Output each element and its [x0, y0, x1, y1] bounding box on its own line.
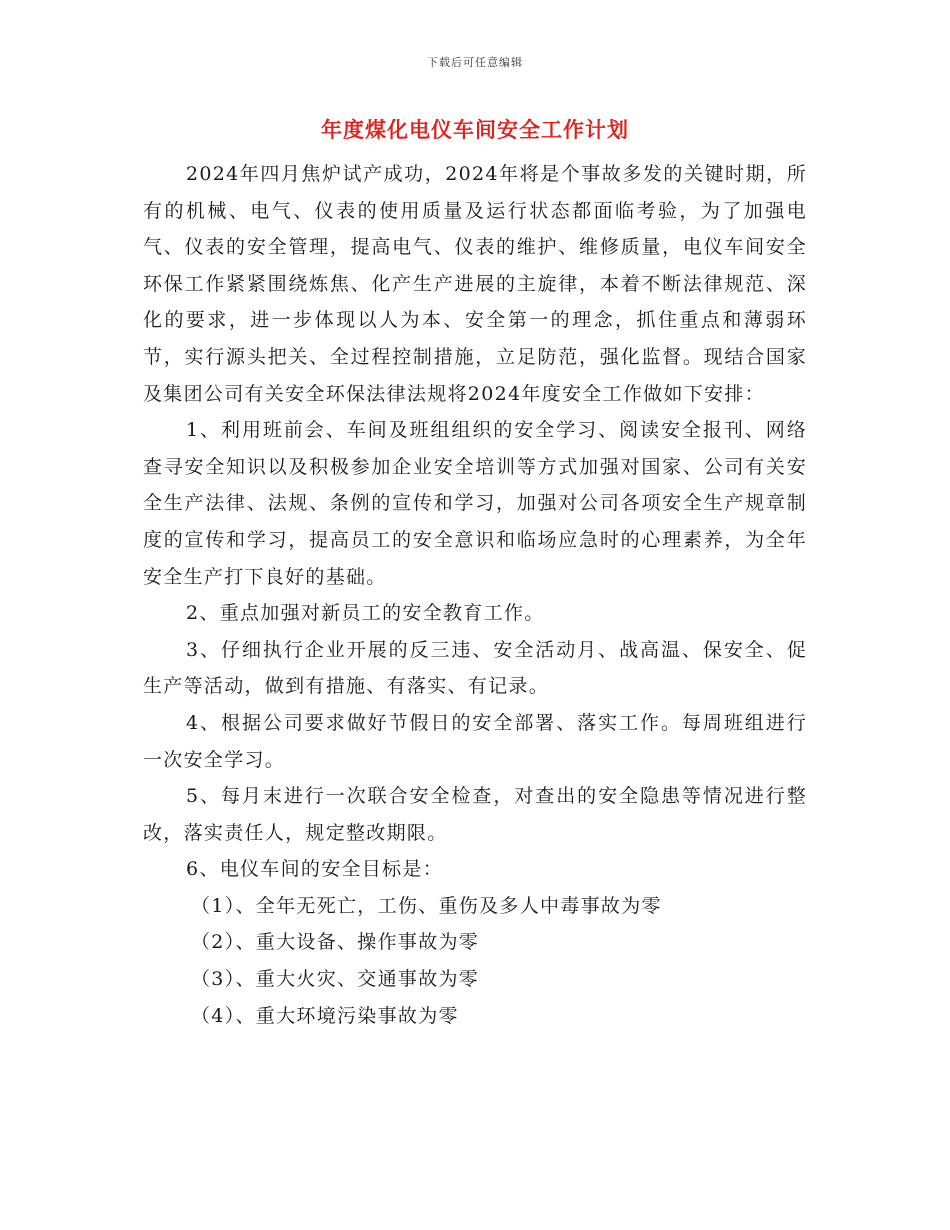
intro-paragraph: 2024年四月焦炉试产成功，2024年将是个事故多发的关键时期，所有的机械、电气、仪表的使用质量及运行状态都面临考验，为了加强电气、仪表的安全管理，提高电气、仪表的维护、维修质量，电仪车间安全环保工作紧紧围绕炼焦、化产生产进展的主旋律，本着不断法律规范、深化的要求，进一步体现以人为本、安全第一的理念，抓住重点和薄弱环节，实行源头把关、全过程控制措施，立足防范，强化监督。现结合国家及集团公司有关安全环保法律法规将2024年度安全工作做如下安排：	[143, 163, 807, 405]
goal-item-4: （4）、重大环境污染事故为零	[191, 1004, 459, 1027]
header-note: 下载后可任意编辑	[427, 56, 523, 69]
item-paragraph-4: 4、根据公司要求做好节假日的安全部署、落实工作。每周班组进行一次安全学习。	[143, 711, 807, 771]
goal-item-3: （3）、重大火灾、交通事故为零	[191, 968, 480, 991]
document-body	[143, 156, 807, 1034]
item-paragraph-6: 6、电仪车间的安全目标是：	[186, 858, 443, 881]
item-paragraph-2: 2、重点加强对新员工的安全教育工作。	[186, 602, 545, 625]
item-paragraph-1: 1、利用班前会、车间及班组组织的安全学习、阅读安全报刊、网络查寻安全知识以及积极参加企业安全培训等方式加强对国家、公司有关安全生产法律、法规、条例的宣传和学习，加强对公司各项安全生产规章制度的宣传和学习，提高员工的安全意识和临场应急时的心理素养，为全年安全生产打下良好的基础。	[143, 419, 807, 588]
goal-item-2: （2）、重大设备、操作事故为零	[191, 931, 480, 954]
document-title: 年度煤化电仪车间安全工作计划	[321, 118, 629, 142]
item-paragraph-5: 5、每月末进行一次联合安全检查，对查出的安全隐患等情况进行整改，落实责任人，规定整改期限。	[143, 785, 807, 844]
goal-item-1: （1）、全年无死亡，工伤、重伤及多人中毒事故为零	[191, 894, 662, 917]
item-paragraph-3: 3、仔细执行企业开展的反三违、安全活动月、战高温、保安全、促生产等活动，做到有措施、有落实、有记录。	[143, 638, 807, 698]
